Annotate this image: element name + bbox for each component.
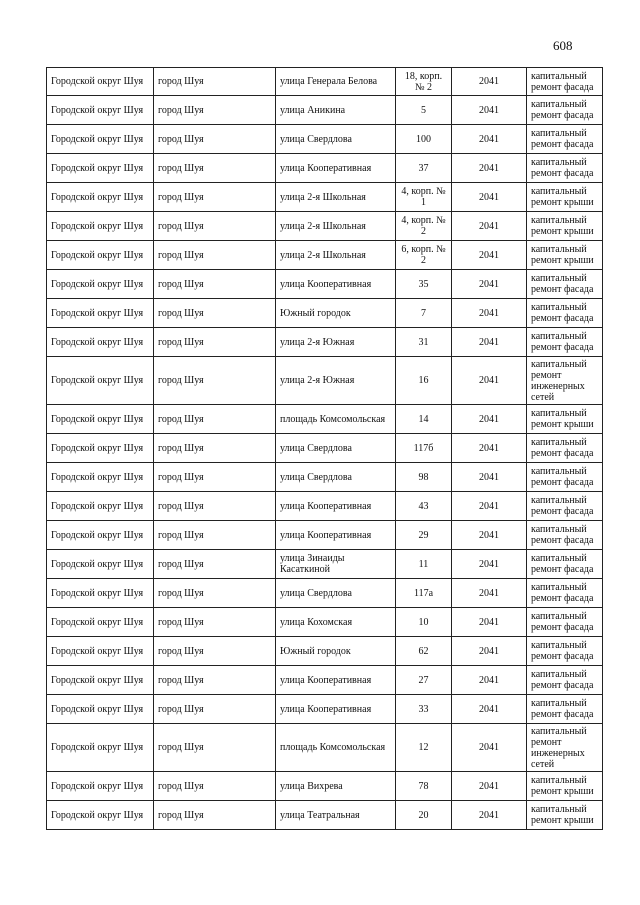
district-cell: Городской округ Шуя (47, 637, 154, 666)
district-cell: Городской округ Шуя (47, 492, 154, 521)
street-cell: улица Театральная (276, 801, 396, 830)
street-cell: улица Свердлова (276, 463, 396, 492)
table-row (47, 521, 603, 550)
table-row (47, 125, 603, 154)
street-cell: улица Кооперативная (276, 492, 396, 521)
street-cell: улица 2-я Южная (276, 357, 396, 405)
district-cell: Городской округ Шуя (47, 357, 154, 405)
district-cell: Городской округ Шуя (47, 328, 154, 357)
district-cell: Городской округ Шуя (47, 521, 154, 550)
district-cell: Городской округ Шуя (47, 96, 154, 125)
table-row (47, 96, 603, 125)
table-row (47, 434, 603, 463)
house-number-cell: 29 (396, 521, 452, 550)
work-type-cell: капитальный ремонт крыши (527, 405, 603, 434)
city-cell: город Шуя (154, 154, 276, 183)
district-cell: Городской округ Шуя (47, 434, 154, 463)
district-cell: Городской округ Шуя (47, 241, 154, 270)
work-type-cell: капитальный ремонт инженерных сетей (527, 357, 603, 405)
table-row (47, 608, 603, 637)
street-cell: улица Кооперативная (276, 270, 396, 299)
work-type-cell: капитальный ремонт фасада (527, 637, 603, 666)
table-row (47, 772, 603, 801)
table-row (47, 724, 603, 772)
work-type-cell: капитальный ремонт фасада (527, 463, 603, 492)
house-number-cell: 78 (396, 772, 452, 801)
district-cell: Городской округ Шуя (47, 695, 154, 724)
year-cell: 2041 (452, 241, 527, 270)
house-number-cell: 7 (396, 299, 452, 328)
work-type-cell: капитальный ремонт фасада (527, 270, 603, 299)
city-cell: город Шуя (154, 772, 276, 801)
work-type-cell: капитальный ремонт крыши (527, 212, 603, 241)
house-number-cell: 62 (396, 637, 452, 666)
house-number-cell: 4, корп. № 1 (396, 183, 452, 212)
table-row (47, 68, 603, 96)
house-number-cell: 35 (396, 270, 452, 299)
district-cell: Городской округ Шуя (47, 405, 154, 434)
table-row (47, 463, 603, 492)
year-cell: 2041 (452, 434, 527, 463)
district-cell: Городской округ Шуя (47, 125, 154, 154)
year-cell: 2041 (452, 405, 527, 434)
city-cell: город Шуя (154, 270, 276, 299)
city-cell: город Шуя (154, 212, 276, 241)
work-type-cell: капитальный ремонт фасада (527, 328, 603, 357)
district-cell: Городской округ Шуя (47, 270, 154, 299)
city-cell: город Шуя (154, 724, 276, 772)
work-type-cell: капитальный ремонт крыши (527, 801, 603, 830)
house-number-cell: 100 (396, 125, 452, 154)
table-row (47, 212, 603, 241)
year-cell: 2041 (452, 666, 527, 695)
work-type-cell: капитальный ремонт фасада (527, 96, 603, 125)
district-cell: Городской округ Шуя (47, 579, 154, 608)
house-number-cell: 117б (396, 434, 452, 463)
year-cell: 2041 (452, 521, 527, 550)
work-type-cell: капитальный ремонт фасада (527, 434, 603, 463)
table-row (47, 695, 603, 724)
city-cell: город Шуя (154, 492, 276, 521)
city-cell: город Шуя (154, 608, 276, 637)
district-cell: Городской округ Шуя (47, 724, 154, 772)
district-cell: Городской округ Шуя (47, 801, 154, 830)
year-cell: 2041 (452, 270, 527, 299)
house-number-cell: 33 (396, 695, 452, 724)
table-row (47, 357, 603, 405)
work-type-cell: капитальный ремонт фасада (527, 608, 603, 637)
table-row (47, 579, 603, 608)
year-cell: 2041 (452, 299, 527, 328)
work-type-cell: капитальный ремонт фасада (527, 550, 603, 579)
house-number-cell: 5 (396, 96, 452, 125)
street-cell: улица Кохомская (276, 608, 396, 637)
house-number-cell: 16 (396, 357, 452, 405)
table-row (47, 183, 603, 212)
year-cell: 2041 (452, 183, 527, 212)
house-number-cell: 6, корп. № 2 (396, 241, 452, 270)
table-row (47, 241, 603, 270)
table-row (47, 492, 603, 521)
street-cell: улица Генерала Белова (276, 68, 396, 96)
city-cell: город Шуя (154, 125, 276, 154)
street-cell: Южный городок (276, 637, 396, 666)
street-cell: улица 2-я Школьная (276, 183, 396, 212)
year-cell: 2041 (452, 463, 527, 492)
city-cell: город Шуя (154, 299, 276, 328)
street-cell: улица Кооперативная (276, 666, 396, 695)
street-cell: улица Кооперативная (276, 154, 396, 183)
city-cell: город Шуя (154, 405, 276, 434)
district-cell: Городской округ Шуя (47, 463, 154, 492)
house-number-cell: 20 (396, 801, 452, 830)
housing-repair-table (46, 67, 603, 830)
house-number-cell: 14 (396, 405, 452, 434)
work-type-cell: капитальный ремонт фасада (527, 695, 603, 724)
street-cell: улица Свердлова (276, 125, 396, 154)
street-cell: площадь Комсомольская (276, 405, 396, 434)
year-cell: 2041 (452, 96, 527, 125)
city-cell: город Шуя (154, 666, 276, 695)
work-type-cell: капитальный ремонт инженерных сетей (527, 724, 603, 772)
year-cell: 2041 (452, 357, 527, 405)
year-cell: 2041 (452, 579, 527, 608)
house-number-cell: 11 (396, 550, 452, 579)
year-cell: 2041 (452, 212, 527, 241)
house-number-cell: 4, корп. № 2 (396, 212, 452, 241)
street-cell: улица 2-я Школьная (276, 241, 396, 270)
district-cell: Городской округ Шуя (47, 68, 154, 96)
house-number-cell: 10 (396, 608, 452, 637)
work-type-cell: капитальный ремонт крыши (527, 241, 603, 270)
table-row (47, 637, 603, 666)
work-type-cell: капитальный ремонт фасада (527, 154, 603, 183)
table-body (47, 68, 603, 830)
district-cell: Городской округ Шуя (47, 212, 154, 241)
year-cell: 2041 (452, 772, 527, 801)
work-type-cell: капитальный ремонт фасада (527, 68, 603, 96)
table-row (47, 405, 603, 434)
work-type-cell: капитальный ремонт крыши (527, 772, 603, 801)
city-cell: город Шуя (154, 357, 276, 405)
year-cell: 2041 (452, 154, 527, 183)
work-type-cell: капитальный ремонт крыши (527, 183, 603, 212)
year-cell: 2041 (452, 68, 527, 96)
city-cell: город Шуя (154, 96, 276, 125)
city-cell: город Шуя (154, 801, 276, 830)
house-number-cell: 31 (396, 328, 452, 357)
year-cell: 2041 (452, 637, 527, 666)
city-cell: город Шуя (154, 637, 276, 666)
house-number-cell: 98 (396, 463, 452, 492)
work-type-cell: капитальный ремонт фасада (527, 521, 603, 550)
house-number-cell: 27 (396, 666, 452, 695)
year-cell: 2041 (452, 125, 527, 154)
year-cell: 2041 (452, 608, 527, 637)
table-row (47, 550, 603, 579)
house-number-cell: 12 (396, 724, 452, 772)
city-cell: город Шуя (154, 579, 276, 608)
street-cell: улица Кооперативная (276, 521, 396, 550)
house-number-cell: 18, корп. № 2 (396, 68, 452, 96)
table-row (47, 299, 603, 328)
street-cell: улица 2-я Южная (276, 328, 396, 357)
city-cell: город Шуя (154, 434, 276, 463)
table-row (47, 270, 603, 299)
district-cell: Городской округ Шуя (47, 772, 154, 801)
district-cell: Городской округ Шуя (47, 154, 154, 183)
work-type-cell: капитальный ремонт фасада (527, 579, 603, 608)
street-cell: улица Кооперативная (276, 695, 396, 724)
district-cell: Городской округ Шуя (47, 550, 154, 579)
table-row (47, 328, 603, 357)
street-cell: улица Свердлова (276, 579, 396, 608)
district-cell: Городской округ Шуя (47, 183, 154, 212)
page-number: 608 (553, 38, 573, 53)
house-number-cell: 117а (396, 579, 452, 608)
table-row (47, 666, 603, 695)
street-cell: площадь Комсомольская (276, 724, 396, 772)
city-cell: город Шуя (154, 521, 276, 550)
city-cell: город Шуя (154, 183, 276, 212)
city-cell: город Шуя (154, 241, 276, 270)
district-cell: Городской округ Шуя (47, 666, 154, 695)
work-type-cell: капитальный ремонт фасада (527, 299, 603, 328)
street-cell: улица Вихрева (276, 772, 396, 801)
city-cell: город Шуя (154, 463, 276, 492)
city-cell: город Шуя (154, 695, 276, 724)
house-number-cell: 43 (396, 492, 452, 521)
street-cell: улица Свердлова (276, 434, 396, 463)
house-number-cell: 37 (396, 154, 452, 183)
year-cell: 2041 (452, 801, 527, 830)
year-cell: 2041 (452, 724, 527, 772)
city-cell: город Шуя (154, 68, 276, 96)
street-cell: Южный городок (276, 299, 396, 328)
work-type-cell: капитальный ремонт фасада (527, 492, 603, 521)
district-cell: Городской округ Шуя (47, 608, 154, 637)
table-row (47, 154, 603, 183)
year-cell: 2041 (452, 550, 527, 579)
district-cell: Городской округ Шуя (47, 299, 154, 328)
street-cell: улица Аникина (276, 96, 396, 125)
year-cell: 2041 (452, 492, 527, 521)
street-cell: улица Зинаиды Касаткиной (276, 550, 396, 579)
year-cell: 2041 (452, 328, 527, 357)
work-type-cell: капитальный ремонт фасада (527, 666, 603, 695)
street-cell: улица 2-я Школьная (276, 212, 396, 241)
table-row (47, 801, 603, 830)
city-cell: город Шуя (154, 550, 276, 579)
work-type-cell: капитальный ремонт фасада (527, 125, 603, 154)
city-cell: город Шуя (154, 328, 276, 357)
year-cell: 2041 (452, 695, 527, 724)
